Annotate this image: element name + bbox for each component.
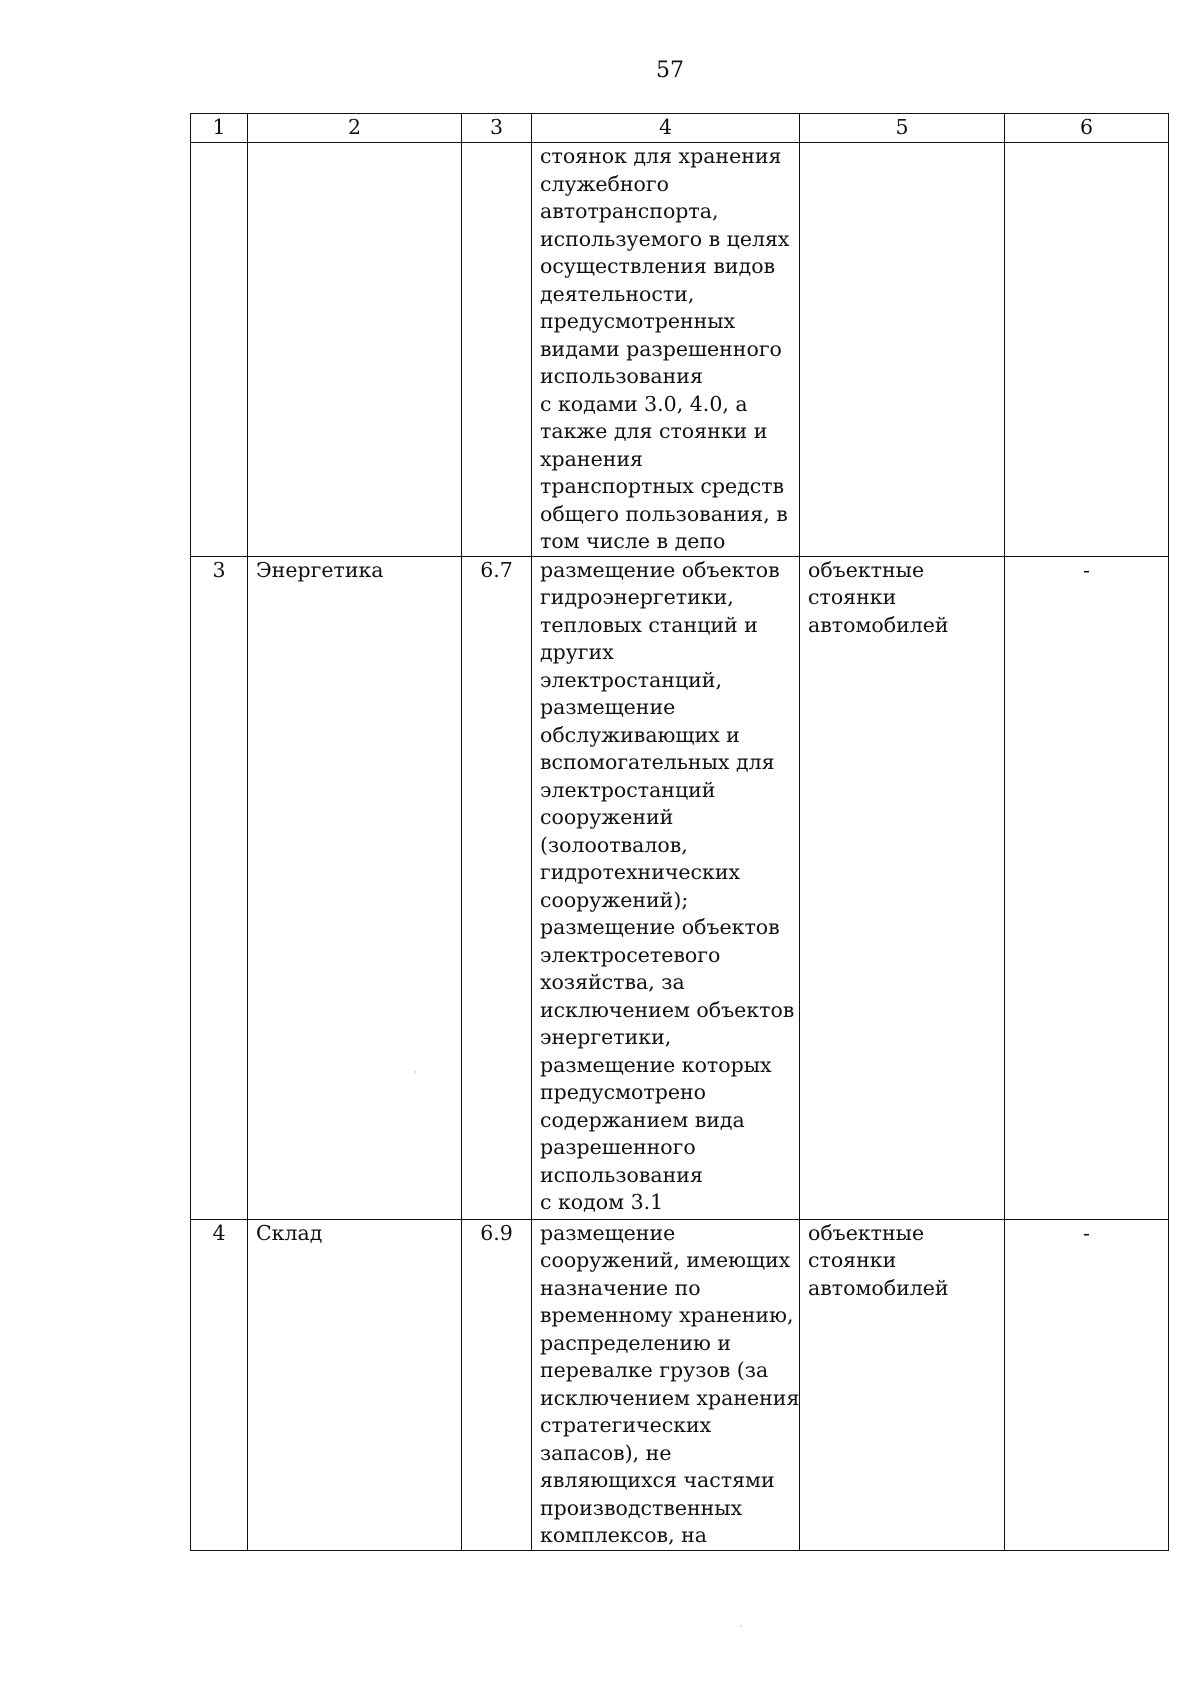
description-line: запасов), не (540, 1440, 672, 1465)
description-line: распределению и (540, 1330, 732, 1355)
row-number-cell: 4 (191, 1219, 248, 1550)
description-line: назначение по (540, 1275, 701, 1300)
description-line: перевалке грузов (за (540, 1358, 769, 1382)
description-line: стоянок для хранения (540, 144, 782, 168)
description-line: том числе в депо (540, 529, 726, 553)
description-line: с кодами 3.0, 4.0, а (540, 391, 748, 416)
description-line: хозяйства, за (540, 970, 685, 994)
header-cell-6: 6 (1005, 114, 1169, 143)
description-line: предусмотренных (540, 309, 736, 333)
description-line: (золоотвалов, (540, 832, 688, 857)
row-description-cell (532, 556, 800, 1219)
page-number: 57 (656, 58, 684, 83)
description-line: сооружений, имеющих (540, 1248, 791, 1272)
description-line: исключением хранения (540, 1385, 800, 1410)
description-line: энергетики, (540, 1025, 672, 1049)
table-row (191, 143, 1169, 557)
row-code-cell: 6.9 (462, 1219, 532, 1550)
description-line: размещение (540, 695, 676, 719)
description-line: размещение объектов (540, 915, 780, 939)
header-cell-1: 1 (191, 114, 248, 143)
description-line: служебного (540, 171, 669, 196)
description-line: осуществления видов (540, 254, 776, 278)
description-line: также для стоянки и (540, 419, 768, 443)
description-line: использования (540, 1162, 703, 1187)
description-line: размещение которых (540, 1052, 772, 1077)
row-code-cell (462, 143, 532, 557)
land-use-table (190, 113, 1169, 1551)
row-name-cell: Склад (248, 1219, 462, 1550)
parking-line: стоянки (808, 1248, 897, 1272)
description-line: электросетевого (540, 942, 721, 967)
description-line: производственных (540, 1495, 743, 1520)
header-row (191, 114, 1169, 143)
header-cell-4: 4 (532, 114, 800, 143)
description-line: гидротехнических (540, 860, 741, 884)
description-line: гидроэнергетики, (540, 585, 734, 609)
header-cell-3: 3 (462, 114, 532, 143)
table-row (191, 556, 1169, 1219)
description-line: электростанций (540, 777, 716, 802)
description-line: транспортных средств (540, 474, 785, 498)
row-name-cell (248, 143, 462, 557)
table-row (191, 1219, 1169, 1550)
row-description-cell (532, 143, 800, 557)
description-line: комплексов, на (540, 1523, 708, 1547)
description-line: с кодом 3.1 (540, 1190, 664, 1214)
row-name-cell: Энергетика (248, 556, 462, 1219)
description-line: общего пользования, в (540, 501, 788, 526)
parking-line: объектные (808, 1220, 925, 1245)
description-line: являющихся частями (540, 1468, 775, 1492)
parking-line: стоянки (808, 585, 897, 609)
description-line: вспомогательных для (540, 750, 775, 774)
header-cell-5: 5 (800, 114, 1005, 143)
description-line: сооружений (540, 805, 674, 829)
description-line: размещение (540, 1220, 676, 1245)
row-description-cell (532, 1219, 800, 1550)
row-parking-cell (800, 143, 1005, 557)
row-col6-cell (1005, 143, 1169, 557)
description-line: сооружений); (540, 887, 689, 912)
row-parking-cell (800, 1219, 1005, 1550)
row-code-cell: 6.7 (462, 556, 532, 1219)
parking-line: объектные (808, 557, 925, 582)
header-cell-2: 2 (248, 114, 462, 143)
parking-line: автомобилей (808, 1275, 949, 1300)
description-line: обслуживающих и (540, 722, 740, 747)
description-line: разрешенного (540, 1135, 696, 1159)
description-line: предусмотрено (540, 1080, 706, 1104)
description-line: автотранспорта, (540, 199, 719, 223)
description-line: использования (540, 364, 703, 388)
parking-line: автомобилей (808, 612, 949, 637)
description-line: хранения (540, 446, 643, 471)
row-col6-cell: - (1005, 556, 1169, 1219)
description-line: содержанием вида (540, 1107, 745, 1132)
scan-speck: · (414, 1068, 417, 1077)
description-line: размещение объектов (540, 557, 780, 582)
description-line: деятельности, (540, 281, 695, 306)
description-line: электростанций, (540, 667, 722, 692)
scan-speck: · (740, 1622, 743, 1631)
description-line: других (540, 640, 614, 664)
description-line: стратегических (540, 1413, 712, 1437)
description-line: временному хранению, (540, 1303, 794, 1327)
description-line: используемого в целях (540, 226, 790, 251)
row-number-cell (191, 143, 248, 557)
row-col6-cell: - (1005, 1219, 1169, 1550)
row-number-cell: 3 (191, 556, 248, 1219)
description-line: исключением объектов (540, 997, 795, 1022)
description-line: тепловых станций и (540, 612, 758, 637)
description-line: видами разрешенного (540, 336, 782, 361)
row-parking-cell (800, 556, 1005, 1219)
